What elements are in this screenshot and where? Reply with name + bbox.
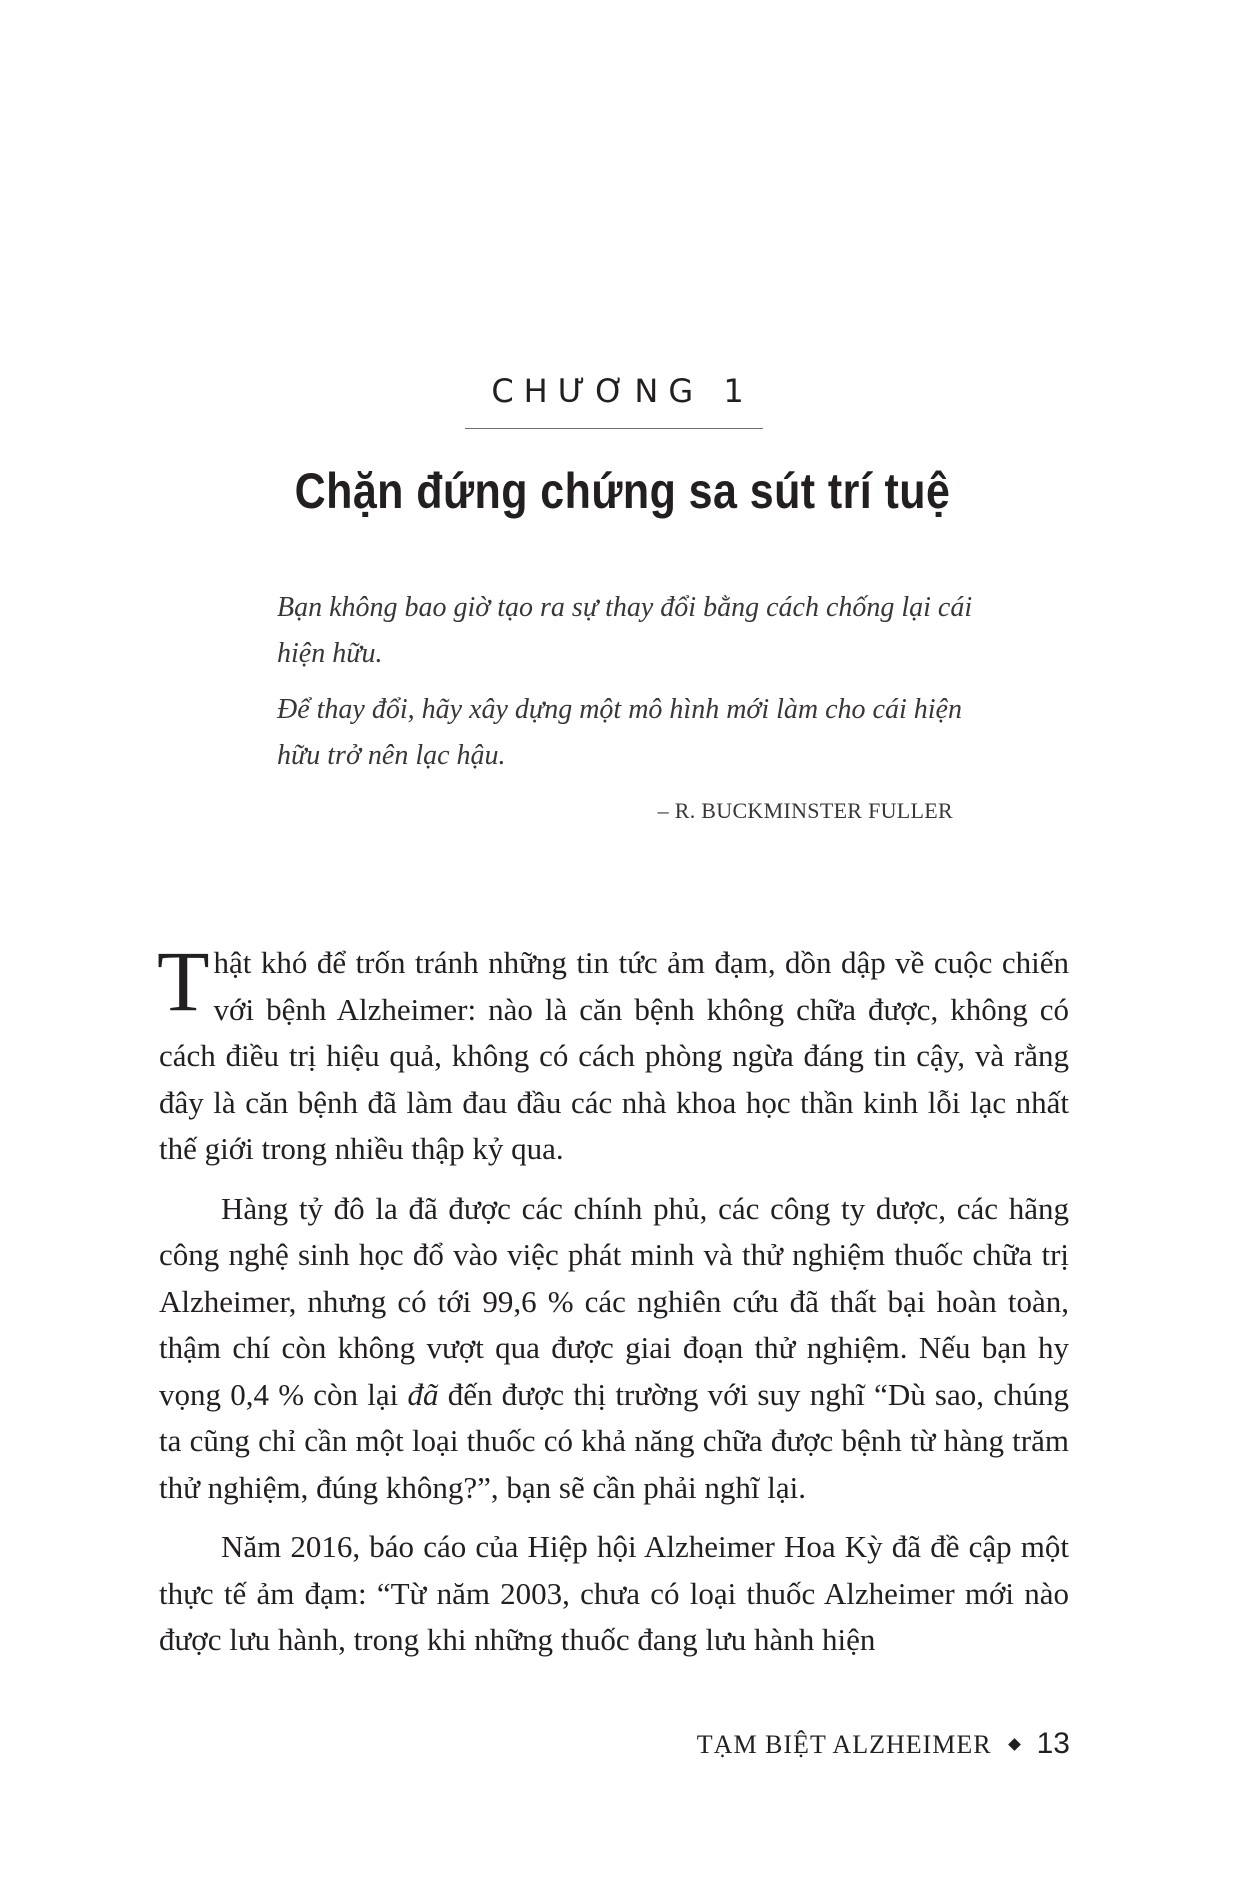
- drop-cap: T: [157, 933, 210, 1029]
- paragraph-2-emphasis: đã: [407, 1376, 439, 1412]
- paragraph-1: [157, 933, 1069, 1173]
- paragraph-1-text: hật khó để trốn tránh những tin tức ảm đạm, dồn dập về cuộc chiến với bệnh Alzheimer: nào là căn bệnh không chữa được, không có cách điều trị hiệu quả, không có cách phòng ngừa đáng tin cậy, và rằng đây là căn bệnh đã làm đau đầu các nhà khoa học thần kinh lỗi lạc nhất thế giới trong nhiều thập kỷ qua.: [159, 945, 1069, 1166]
- body-text: [157, 933, 1069, 1677]
- running-title: TẠM BIỆT ALZHEIMER: [696, 1730, 992, 1759]
- epigraph-author: – R. BUCKMINSTER FULLER: [657, 798, 953, 823]
- page-number: 13: [1036, 1727, 1070, 1760]
- chapter-divider: [465, 428, 763, 429]
- epigraph-line-2: Để thay đổi, hãy xây dựng một mô hình mới làm cho cái hiện hữu trở nên lạc hậu.: [277, 694, 962, 771]
- paragraph-2-text-b: đến được thị trường với suy nghĩ “Dù sao, chúng ta cũng chỉ cần một loại thuốc có khả năng chữa được bệnh từ hàng trăm thử nghiệm, đúng không?”, bạn sẽ cần phải nghĩ lại.: [159, 1376, 1069, 1505]
- chapter-label: CHƯƠNG 1: [491, 372, 754, 410]
- paragraph-2: [159, 1186, 1069, 1512]
- diamond-separator-icon: [1008, 1738, 1021, 1751]
- epigraph-line-1: Bạn không bao giờ tạo ra sự thay đổi bằng cách chống lại cái hiện hữu.: [277, 592, 973, 669]
- paragraph-2-text-a: Hàng tỷ đô la đã được các chính phủ, các công ty dược, các hãng công nghệ sinh học đổ vào việc phát minh và thử nghiệm thuốc chữa trị Alzheimer, nhưng có tới 99,6 % các nghiên cứu đã thất bại hoàn toàn, thậm chí còn không vượt qua được giai đoạn thử nghiệm. Nếu bạn hy vọng 0,4 % còn lại: [159, 1190, 1069, 1412]
- paragraph-3: Năm 2016, báo cáo của Hiệp hội Alzheimer Hoa Kỳ đã đề cập một thực tế ảm đạm: “Từ năm 2003, chưa có loại thuốc Alzheimer mới nào được lưu hành, trong khi những thuốc đang lưu hành hiện: [159, 1529, 1069, 1657]
- epigraph: [277, 585, 977, 789]
- chapter-title: Chặn đứng chứng sa sút trí tuệ: [294, 463, 951, 519]
- page-footer: [600, 1727, 1070, 1761]
